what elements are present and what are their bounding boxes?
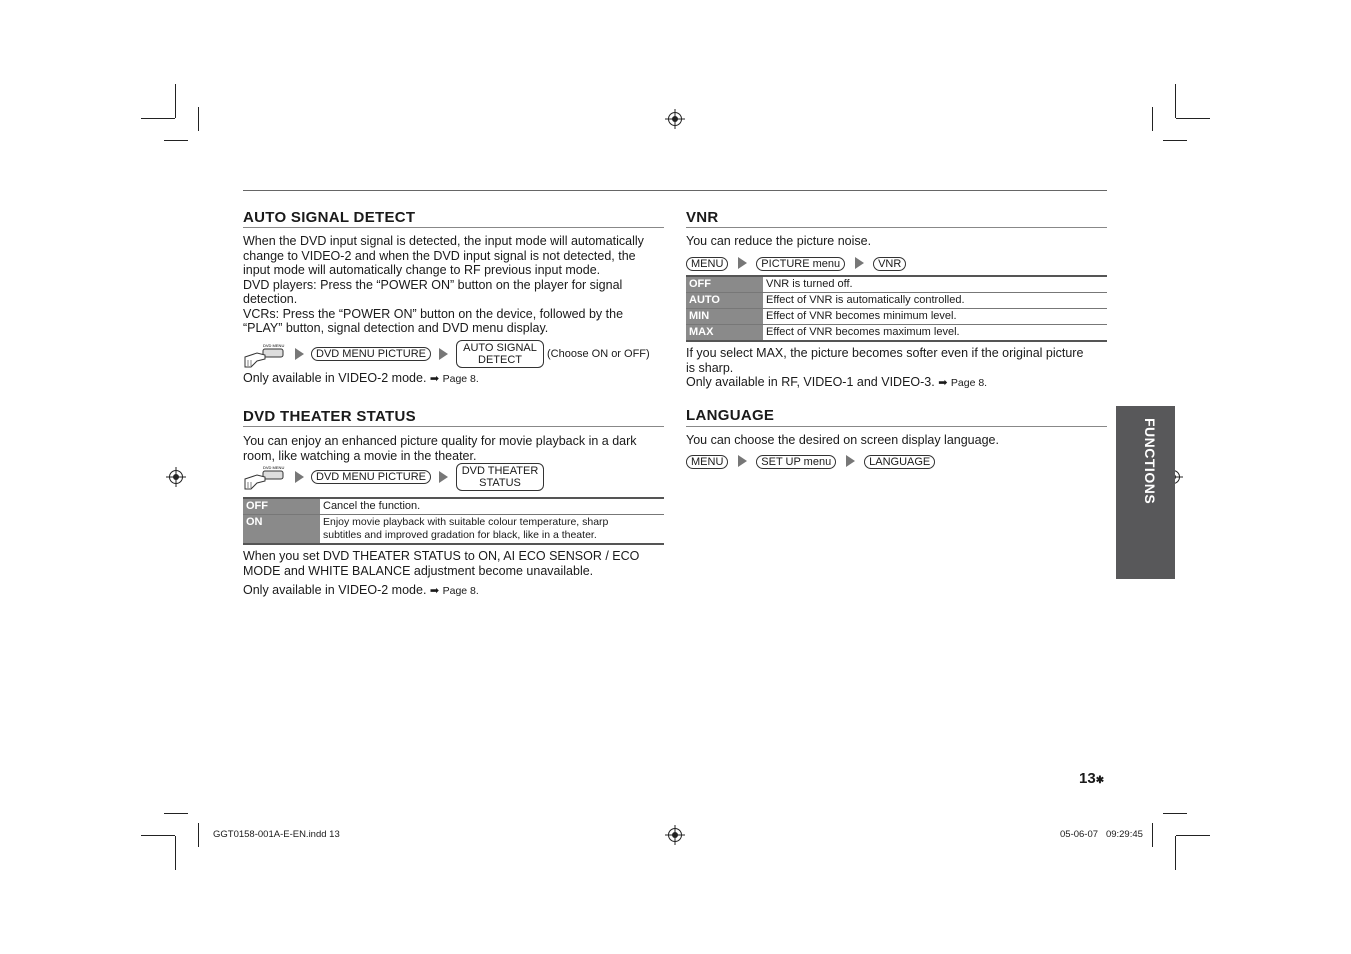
desc-line: Enjoy movie playback with suitable colour temperature, sharp — [323, 516, 609, 528]
option-key: OFF — [686, 276, 763, 293]
arrow-icon — [295, 348, 304, 360]
vnr-intro: You can reduce the picture noise. — [686, 234, 872, 248]
page-number — [1079, 770, 1104, 787]
step-line: STATUS — [479, 477, 521, 489]
page-number-text: 13 — [1079, 770, 1096, 787]
header-rule — [243, 190, 1107, 191]
option-desc: VNR is turned off. — [766, 278, 853, 290]
dvd-theater-rule — [243, 426, 664, 427]
registration-star-icon: ✱ — [1095, 775, 1105, 786]
arrow-icon — [439, 471, 448, 483]
table-row — [243, 498, 664, 515]
option-key: OFF — [243, 498, 320, 515]
step-line: DETECT — [478, 354, 522, 366]
auto-signal-rule — [243, 227, 664, 228]
option-key: ON — [243, 515, 320, 545]
registration-mark-left — [169, 470, 183, 484]
option-key: AUTO — [686, 293, 763, 309]
text-line: “PLAY” button, signal detection and DVD menu display. — [243, 321, 549, 335]
table-row — [686, 276, 1107, 293]
arrow-icon — [738, 257, 747, 269]
text-line: When you set DVD THEATER STATUS to ON, AI ECO SENSOR / ECO — [243, 549, 640, 563]
text-line: You can enjoy an enhanced picture quality for movie playback in a dark — [243, 434, 637, 448]
page-ref: Page 8. — [442, 585, 479, 597]
auto-signal-note — [243, 371, 479, 387]
arrow-icon — [439, 348, 448, 360]
registration-mark-bottom — [668, 828, 682, 842]
step-line: AUTO SIGNAL — [463, 342, 537, 354]
option-desc: Effect of VNR is automatically controlled. — [766, 294, 965, 306]
remote-hand-icon — [243, 343, 285, 365]
text-line: VCRs: Press the “POWER ON” button on the device, followed by the — [243, 306, 624, 321]
option-desc: Effect of VNR becomes minimum level. — [766, 310, 957, 322]
dvd-theater-status-step — [456, 463, 544, 491]
right-arrow-icon: ➡ — [429, 373, 440, 385]
remote-hand-icon — [243, 465, 285, 487]
dvd-menu-picture-step: DVD MENU PICTURE — [311, 470, 431, 484]
picture-menu-step: PICTURE menu — [756, 257, 845, 271]
vnr-rule — [686, 227, 1107, 228]
text-line: If you select MAX, the picture becomes softer even if the original picture — [686, 346, 1084, 360]
setup-menu-step: SET UP menu — [756, 455, 836, 469]
arrow-icon — [738, 455, 747, 467]
table-row — [686, 309, 1107, 325]
text-line: is sharp. — [686, 360, 734, 375]
option-desc: Cancel the function. — [323, 500, 421, 512]
vnr-options-table — [686, 275, 1107, 342]
language-step: LANGUAGE — [864, 455, 935, 469]
remote-label: DVD MENU — [263, 343, 285, 348]
footer-date: 05-06-07 09:29:45 — [1060, 829, 1143, 840]
auto-signal-title: AUTO SIGNAL DETECT — [243, 209, 416, 226]
registration-mark-top — [668, 112, 682, 126]
right-arrow-icon: ➡ — [429, 585, 440, 597]
option-desc — [320, 515, 664, 545]
text-line: DVD players: Press the “POWER ON” button on the player for signal — [243, 277, 623, 292]
step-line: DVD THEATER — [461, 465, 539, 477]
text-line: input mode will automatically change to RF previous input mode. — [243, 263, 601, 277]
page-ref: Page 8. — [442, 373, 479, 385]
table-row — [243, 515, 664, 545]
menu-step: MENU — [686, 455, 728, 469]
option-key: MIN — [686, 309, 763, 325]
arrow-icon — [855, 257, 864, 269]
language-title: LANGUAGE — [686, 407, 775, 424]
choose-hint: (Choose ON or OFF) — [547, 348, 650, 360]
text-line: When the DVD input signal is detected, the input mode will automatically — [243, 234, 644, 248]
language-steps — [686, 452, 935, 470]
arrow-icon — [846, 455, 855, 467]
language-intro: You can choose the desired on screen display language. — [686, 433, 999, 447]
text-line: detection. — [243, 292, 298, 306]
vnr-step: VNR — [873, 257, 906, 271]
footer-file: GGT0158-001A-E-EN.indd 13 — [213, 829, 340, 840]
page-ref: Page 8. — [950, 377, 988, 389]
table-row — [686, 325, 1107, 342]
text-line: change to VIDEO-2 and when the DVD input signal is not detected, the — [243, 248, 636, 263]
dvd-theater-options-table — [243, 497, 664, 545]
functions-side-tab — [1116, 406, 1175, 579]
text-line: MODE and WHITE BALANCE adjustment become unavailable. — [243, 563, 594, 578]
menu-step: MENU — [686, 257, 728, 271]
remote-label: DVD MENU — [263, 465, 285, 470]
desc-line: subtitles and improved gradation for black, like in a theater. — [323, 529, 597, 541]
auto-signal-description — [243, 234, 668, 336]
option-key: MAX — [686, 325, 763, 342]
dvd-theater-title: DVD THEATER STATUS — [243, 408, 416, 425]
note-text: Only available in VIDEO-2 mode. — [243, 371, 427, 385]
vnr-after-text — [686, 346, 1111, 391]
note-text: Only available in VIDEO-2 mode. — [243, 583, 427, 597]
dvd-menu-picture-step: DVD MENU PICTURE — [311, 347, 431, 361]
auto-signal-detect-step — [456, 340, 544, 368]
note-text: Only available in RF, VIDEO-1 and VIDEO-3. — [686, 375, 935, 389]
dvd-theater-note — [243, 583, 479, 599]
vnr-note — [686, 375, 1111, 391]
right-arrow-icon: ➡ — [938, 377, 948, 389]
vnr-steps — [686, 254, 906, 272]
dvd-theater-description — [243, 434, 668, 463]
side-tab-label: FUNCTIONS — [1142, 418, 1158, 505]
text-line: room, like watching a movie in the theater. — [243, 448, 477, 463]
table-row — [686, 293, 1107, 309]
language-rule — [686, 426, 1107, 427]
dvd-theater-after-text — [243, 549, 668, 578]
vnr-title: VNR — [686, 209, 719, 226]
option-desc: Effect of VNR becomes maximum level. — [766, 326, 960, 338]
arrow-icon — [295, 471, 304, 483]
